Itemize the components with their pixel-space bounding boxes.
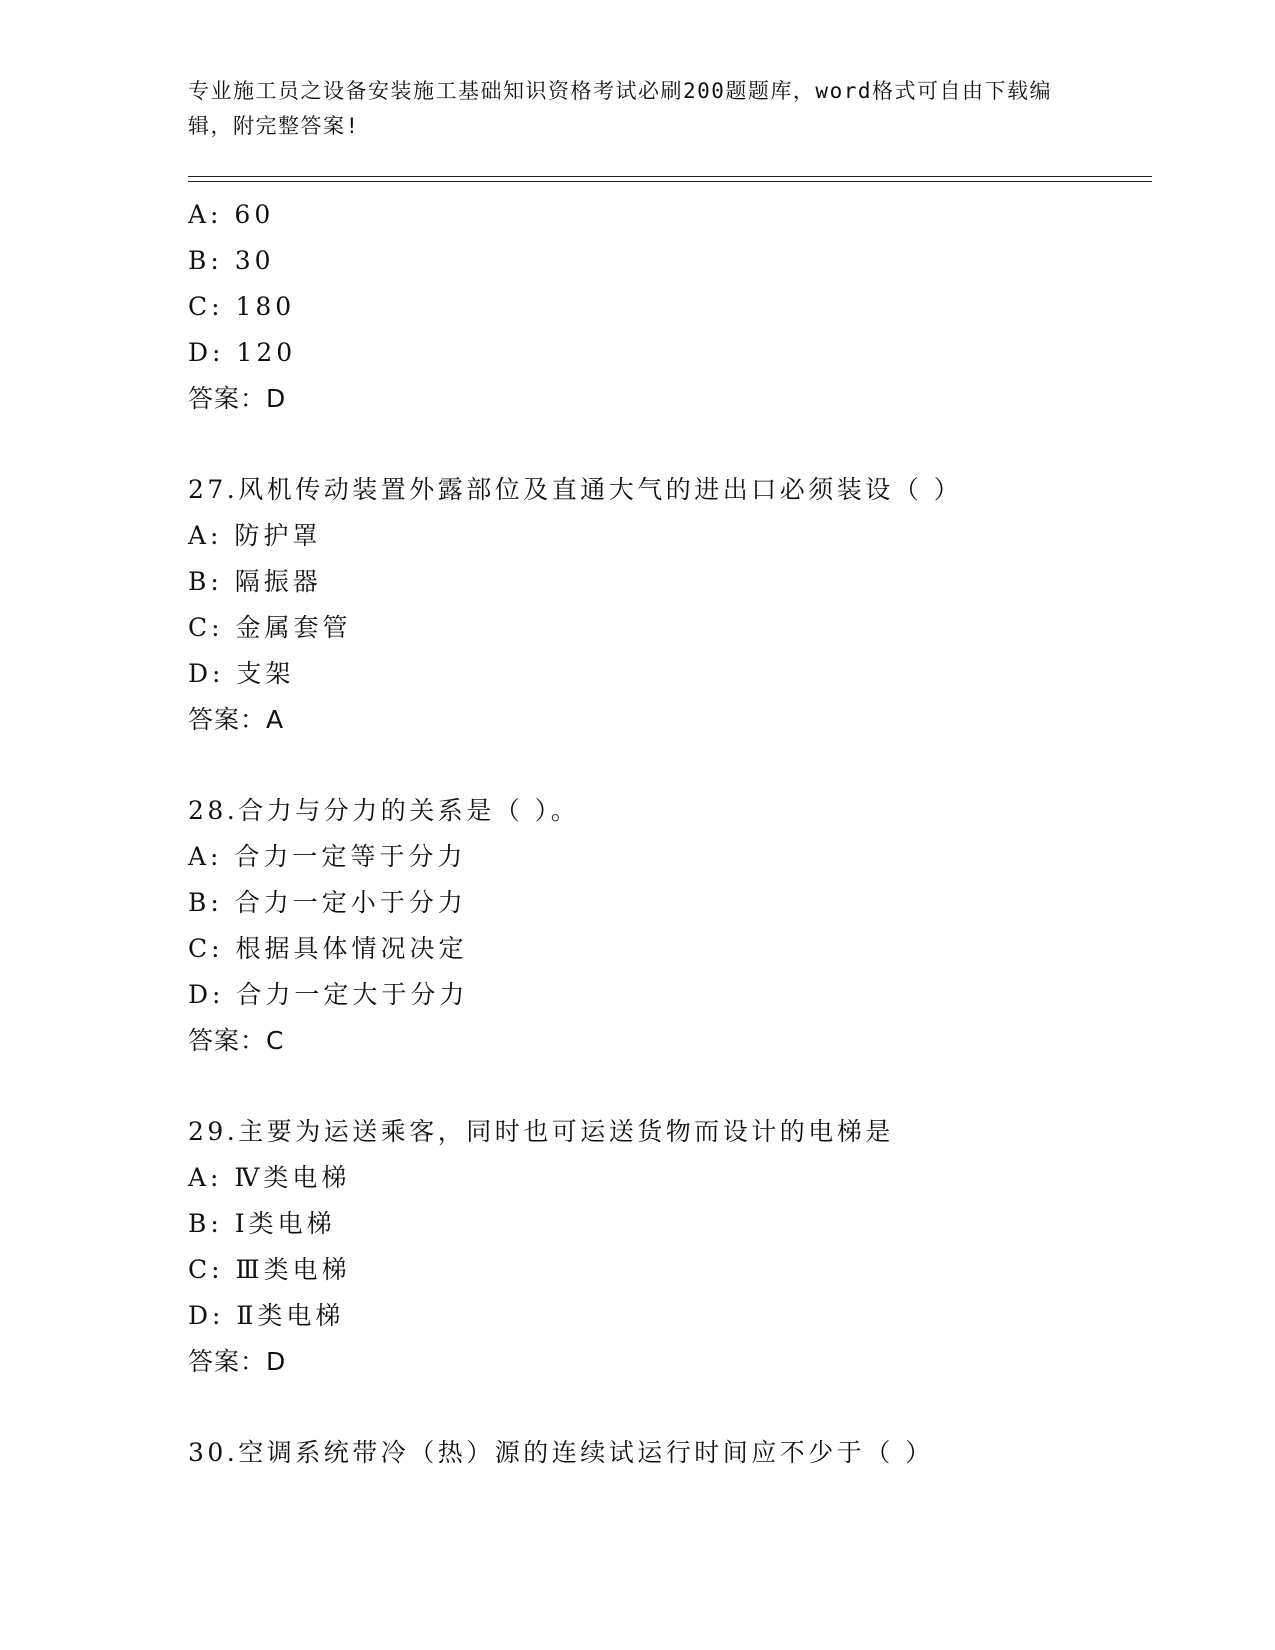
- question-block: [188, 788, 1152, 1064]
- option-d: D: 支架: [188, 659, 295, 688]
- question-list: [188, 192, 1152, 1476]
- block-spacer: [188, 422, 1152, 467]
- answer-line: 答案：D: [188, 384, 287, 413]
- option-b: B: 合力一定小于分力: [188, 888, 467, 917]
- option-d: D: Ⅱ类电梯: [188, 1301, 345, 1330]
- block-spacer: [188, 1385, 1152, 1430]
- header-divider-bottom: [188, 181, 1152, 182]
- question-block: [188, 467, 1152, 743]
- option-a: A: Ⅳ类电梯: [188, 1163, 351, 1192]
- option-c: C: 180: [188, 292, 296, 321]
- option-c: C: Ⅲ类电梯: [188, 1255, 351, 1284]
- option-b: B: 30: [188, 246, 275, 275]
- answer-line: 答案：C: [188, 1026, 285, 1055]
- question-block: [188, 1109, 1152, 1385]
- option-a: A: 合力一定等于分力: [188, 842, 467, 871]
- question-text: 29.主要为运送乘客，同时也可运送货物而设计的电梯是: [188, 1117, 894, 1146]
- option-b: B: Ⅰ类电梯: [188, 1209, 336, 1238]
- option-c: C: 金属套管: [188, 613, 352, 642]
- option-d: D: 合力一定大于分力: [188, 980, 469, 1009]
- option-b: B: 隔振器: [188, 567, 322, 596]
- option-a: A: 60: [188, 200, 275, 229]
- question-block: [188, 192, 1152, 422]
- question-block: [188, 1430, 1152, 1476]
- answer-line: 答案：D: [188, 1347, 287, 1376]
- block-spacer: [188, 743, 1152, 788]
- option-c: C: 根据具体情况决定: [188, 934, 468, 963]
- question-text: 30.空调系统带冷（热）源的连续试运行时间应不少于（ ）: [188, 1438, 934, 1467]
- question-text: 28.合力与分力的关系是（ ）。: [188, 796, 580, 825]
- answer-line: 答案：A: [188, 705, 285, 734]
- document-header: [188, 74, 1068, 144]
- header-divider-top: [188, 176, 1152, 177]
- question-text: 27.风机传动装置外露部位及直通大气的进出口必须装设（ ）: [188, 475, 963, 504]
- block-spacer: [188, 1064, 1152, 1109]
- document-title: 专业施工员之设备安装施工基础知识资格考试必刷200题题库，word格式可自由下载编辑，附完整答案!: [188, 79, 1052, 138]
- option-d: D: 120: [188, 338, 297, 367]
- option-a: A: 防护罩: [188, 521, 322, 550]
